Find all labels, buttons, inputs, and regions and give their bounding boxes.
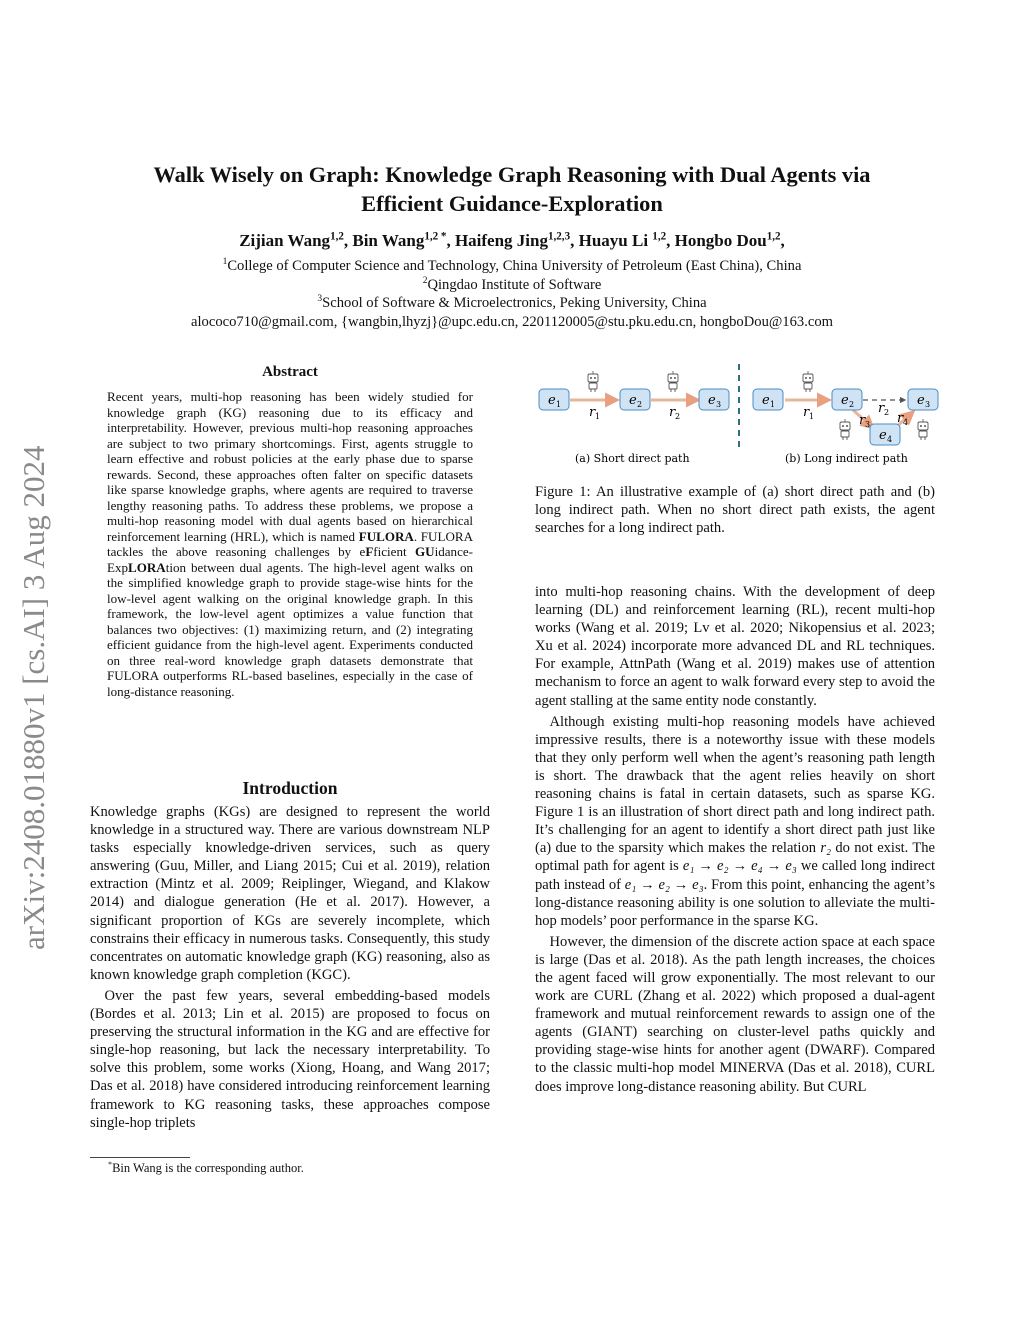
node-e3 <box>699 389 729 410</box>
svg-text:e: e <box>708 393 716 408</box>
panel-a <box>539 371 729 465</box>
svg-text:3: 3 <box>865 420 871 429</box>
node-e2 <box>620 389 650 410</box>
footnote: *Bin Wang is the corresponding author. <box>108 1159 304 1175</box>
svg-text:e: e <box>629 393 637 408</box>
introduction-right-column <box>535 583 935 1096</box>
svg-text:r: r <box>589 405 596 420</box>
svg-text:3: 3 <box>925 400 931 409</box>
arxiv-id: arXiv:2408.01880v1 [cs.AI] 3 Aug 2024 <box>16 445 51 950</box>
emails[interactable]: alococo710@gmail.com, {wangbin,lhyzj}@upc.edu.cn, 2201120005@stu.pku.edu.cn, hongboDou@163.com <box>191 313 833 330</box>
panel-b <box>753 371 938 465</box>
svg-text:2: 2 <box>849 400 855 409</box>
paper-title: Walk Wisely on Graph: Knowledge Graph Reasoning with Dual Agents via Efficient Guidance-Exploration <box>153 162 871 216</box>
svg-text:1: 1 <box>809 412 815 421</box>
affiliation-2: $^2$Qingdao Institute of Software <box>422 275 602 293</box>
svg-text:r: r <box>859 413 866 428</box>
node-e1 <box>539 389 569 410</box>
node-e1 <box>753 389 783 410</box>
abstract-heading: Abstract <box>262 364 318 380</box>
agent-icon <box>803 371 813 392</box>
paragraph: Although existing multi-hop reasoning models have achieved impressive results, there is a noteworthy issue with these models that they only perform well when the agent’s reasoning path length is short. The drawback that the agent relies heavily on short reasoning chains is fatal in certain datasets, such as sparse KG. Figure 1 is an illustration of short direct path and long indirect path. It’s challenging for an agent to identify a short direct path just like (a) due to the sparsity which makes the relation r₂ do not exist. The optimal path for agent is e₁ → e₂ → e₄ → e₃ we called long indirect path instead of e₁ → e₂ → e₃. From this point, enhancing the agent’s long-distance reasoning ability is one solution to alleviate the multi-hop models’ poor performance in the sparse KG. <box>535 713 935 929</box>
paragraph: However, the dimension of the discrete action space at each space is large (Das et al. 2018). As the path length increases, the choices the agent faced will grow exponentially. The most relevant to our work are CURL (Zhang et al. 2022) which proposed a dual-agent framework and mutual reinforcement rewards to assign one of the agents (GIANT) searching on cluster-level paths quickly and providing stage-wise hints for another agent (DWARF). Compared to the classic multi-hop model MINERVA (Das et al. 2018), CURL does improve long-distance reasoning ability. But CURL <box>535 933 935 1095</box>
agent-icon <box>840 419 850 440</box>
svg-text:1: 1 <box>595 412 601 421</box>
svg-text:e: e <box>841 393 849 408</box>
affiliation-1: $^1$College of Computer Science and Technology, China University of Petroleum (East China), China <box>222 257 802 274</box>
node-e2 <box>832 389 862 410</box>
svg-text:1: 1 <box>770 400 776 409</box>
agent-icon <box>668 371 678 392</box>
author-list: Zijian Wang$^{1,2}$, Bin Wang$^{1,2 *}$, Haifeng Jing$^{1,2,3}$, Huayu Li $^{1,2}$, Hongbo Dou$^{1,2}$, <box>239 230 785 250</box>
svg-text:e: e <box>762 393 770 408</box>
svg-text:r: r <box>669 405 676 420</box>
svg-text:2: 2 <box>637 400 643 409</box>
svg-text:e: e <box>879 428 887 443</box>
paragraph: into multi-hop reasoning chains. With the development of deep learning (DL) and reinforcement learning (RL), recent multi-hop works (Wang et al. 2019; Lv et al. 2020; Nikopensius et al. 2023; Xu et al. 2024) incorporate more advanced DL and RL techniques. For example, AttnPath (Wang et al. 2019) makes use of attention mechanism to force an agent to walk forward every step to avoid the agent stalling at the same entity node constantly. <box>535 584 935 709</box>
footnote-rule <box>90 1157 190 1158</box>
svg-text:4: 4 <box>903 418 909 427</box>
agent-icon <box>918 419 928 440</box>
introduction-left-column <box>90 803 490 1132</box>
svg-text:2: 2 <box>675 412 681 421</box>
paragraph: Over the past few years, several embedding-based models (Bordes et al. 2013; Lin et al. 2015) are proposed to focus on preserving the structural information in the KG and are effective for single-hop reasoning, but lack the necessary interpretability. To solve this problem, some works (Xiong, Hoang, and Wang 2017; Das et al. 2018) have considered introducing reinforcement learning framework to KG reasoning tasks, these approaches compose single-hop triplets <box>90 987 490 1131</box>
affiliations <box>60 257 964 331</box>
svg-text:2: 2 <box>884 408 890 417</box>
svg-text:r: r <box>897 411 904 426</box>
affiliation-3: $^3$School of Software & Microelectronics, Peking University, China <box>317 294 707 312</box>
agent-icon <box>588 371 598 392</box>
abstract-text: Recent years, multi-hop reasoning has been widely studied for knowledge graph (KG) reasoning due to its efficacy and interpretability. However, previous multi-hop reasoning approaches are subject to two primary shortcomings. First, agents struggle to learn effective and robust policies at the early phase due to sparse rewards. Second, these approaches often falter on specific datasets like sparse knowledge graphs, where agents are required to traverse lengthy reasoning paths. To address these problems, we propose a multi-hop reasoning model with dual agents based on hierarchical reinforcement learning (HRL), which is named FULORA. FULORA tackles the above reasoning challenges by eFficient GUidance-ExpLORAtion between dual agents. The high-level agent walks on the simplified knowledge graph to provide stage-wise hints for the low-level agent walking on the original knowledge graph. In this framework, the low-level agent optimizes a value function that balances two objectives: (1) maximizing return, and (2) integrating efficient guidance from the high-level agent. Experiments conducted on three real-word knowledge graph datasets demonstrate that FULORA outperforms RL-based baselines, especially in the case of long-distance reasoning. <box>107 389 473 699</box>
svg-text:1: 1 <box>556 400 562 409</box>
svg-text:4: 4 <box>887 435 893 444</box>
node-e4 <box>870 424 900 445</box>
node-e3 <box>908 389 938 410</box>
svg-text:3: 3 <box>716 400 722 409</box>
introduction-heading: Introduction <box>242 778 338 798</box>
caption-b: (b) Long indirect path <box>785 452 908 465</box>
svg-text:r: r <box>803 405 810 420</box>
figure-1 <box>533 360 943 470</box>
arxiv-side-label <box>4 360 64 950</box>
figure-caption: Figure 1: An illustrative example of (a) short direct path and (b) long indirect path. When no short direct path exists, the agent searches for a long indirect path. <box>535 484 935 537</box>
svg-text:e: e <box>917 393 925 408</box>
svg-text:r: r <box>878 401 885 416</box>
svg-text:e: e <box>548 393 556 408</box>
caption-a: (a) Short direct path <box>575 452 690 465</box>
paragraph: Knowledge graphs (KGs) are designed to represent the world knowledge in a structured way. There are various downstream NLP tasks especially knowledge-driven services, such as query answering (Guu, Miller, and Liang 2015; Cui et al. 2019), relation extraction (Mintz et al. 2009; Reiplinger, Wiegand, and Klakow 2014) and dialogue generation (He et al. 2017). However, a significant proportion of KGs are severely incomplete, which constrains their efficacy in numerous tasks. Consequently, this study concentrates on automatic knowledge graph (KG) reasoning, also as known knowledge graph completion (KGC). <box>90 804 490 983</box>
